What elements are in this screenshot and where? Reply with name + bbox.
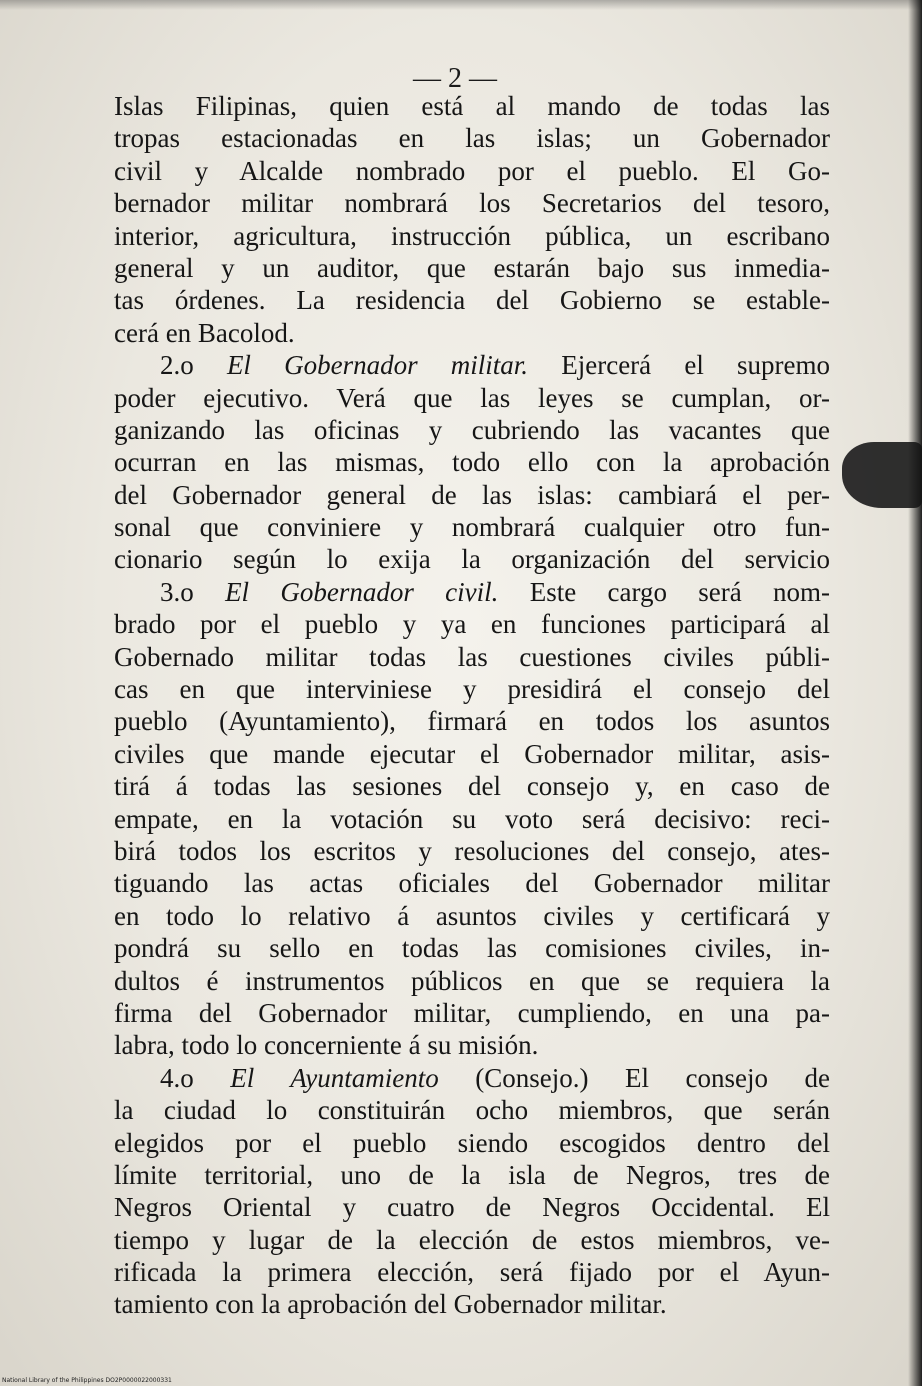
line-text: tropas estacionadas en las islas; un Gobernador — [114, 123, 830, 154]
line-text: civiles que mande ejecutar el Gobernador militar, asis- — [114, 738, 830, 769]
section-heading: El Gobernador militar. — [226, 350, 529, 381]
line-text: límite territorial, uno de la isla de Negros, tres de — [114, 1159, 830, 1190]
text-line — [114, 122, 830, 154]
scan-shadow-right — [908, 0, 922, 1386]
text-line — [114, 965, 830, 997]
line-text: en todo lo relativo á asuntos civiles y certificará y — [114, 900, 830, 931]
line-text: dultos é instrumentos públicos en que se requiera la — [114, 965, 830, 996]
line-text: cerá en Bacolod. — [114, 317, 295, 348]
line-text: tiempo y lugar de la elección de estos miembros, ve- — [114, 1224, 830, 1255]
text-line — [114, 155, 830, 187]
text-line — [114, 446, 830, 478]
text-line — [114, 1159, 830, 1191]
line-text: ganizando las oficinas y cubriendo las vacantes que — [114, 414, 830, 445]
line-text: cas en que interviniese y presidirá el consejo del — [114, 674, 830, 705]
section-heading-line — [114, 1062, 830, 1094]
line-text: bernador militar nombrará los Secretarios del tesoro, — [114, 188, 830, 219]
text-line — [114, 641, 830, 673]
text-line — [114, 317, 830, 349]
line-text: Ejercerá el supremo — [561, 350, 830, 381]
footer-credit: National Library of the Philippines DO2P0000022000331 — [2, 1377, 172, 1384]
line-text: sonal que conviniere y nombrará cualquier otro fun- — [114, 512, 830, 543]
text-line — [114, 608, 830, 640]
text-line — [114, 479, 830, 511]
text-line — [114, 867, 830, 899]
line-text: labra, todo lo concerniente á su misión. — [114, 1030, 539, 1061]
line-text: la ciudad lo constituirán ocho miembros, que serán — [114, 1095, 830, 1126]
line-text: elegidos por el pueblo siendo escogidos dentro del — [114, 1127, 830, 1158]
line-text: empate, en la votación su voto será decisivo: reci- — [114, 803, 830, 834]
line-text: brado por el pueblo y ya en funciones participará al — [114, 609, 830, 640]
section-number: 3.o — [160, 576, 194, 607]
line-text: del Gobernador general de las islas: cambiará el per- — [114, 479, 830, 510]
text-line — [114, 1256, 830, 1288]
line-text: tirá á todas las sesiones del consejo y, en caso de — [114, 771, 830, 802]
text-line — [114, 90, 830, 122]
line-text: pondrá su sello en todas las comisiones civiles, in- — [114, 933, 830, 964]
text-line — [114, 1029, 830, 1061]
text-line — [114, 900, 830, 932]
line-text: Este cargo será nom- — [529, 576, 831, 607]
page-number: — 2 — — [413, 63, 497, 94]
text-line — [114, 1127, 830, 1159]
section-heading: El Gobernador civil. — [225, 576, 499, 607]
line-text: Gobernado militar todas las cuestiones civiles públi- — [114, 641, 830, 672]
line-text: interior, agricultura, instrucción pública, un escribano — [114, 220, 830, 251]
line-text: firma del Gobernador militar, cumpliendo, en una pa- — [114, 997, 830, 1028]
section-heading-line — [114, 349, 830, 381]
text-line — [114, 738, 830, 770]
line-text: civil y Alcalde nombrado por el pueblo. El Go- — [114, 155, 830, 186]
text-line — [114, 770, 830, 802]
text-line — [114, 187, 830, 219]
text-line — [114, 1224, 830, 1256]
line-text: birá todos los escritos y resoluciones del consejo, ates- — [114, 835, 830, 866]
text-line — [114, 1288, 830, 1320]
line-text: Negros Oriental y cuatro de Negros Occidental. El — [114, 1192, 830, 1223]
text-line — [114, 932, 830, 964]
line-text: rificada la primera elección, será fijado por el Ayun- — [114, 1257, 830, 1288]
text-line — [114, 220, 830, 252]
text-line — [114, 284, 830, 316]
text-line — [114, 252, 830, 284]
line-text: cionario según lo exija la organización del servicio — [114, 544, 830, 575]
section-heading: El Ayuntamiento — [230, 1062, 439, 1093]
line-text: (Consejo.) El consejo de — [475, 1062, 831, 1093]
body-text — [114, 90, 830, 1321]
text-line — [114, 543, 830, 575]
text-line — [114, 414, 830, 446]
line-text: poder ejecutivo. Verá que las leyes se cumplan, or- — [114, 382, 830, 413]
text-line — [114, 511, 830, 543]
line-text: tamiento con la aprobación del Gobernador militar. — [114, 1289, 667, 1320]
section-number: 4.o — [160, 1062, 194, 1093]
line-text: pueblo (Ayuntamiento), firmará en todos los asuntos — [114, 706, 830, 737]
text-line — [114, 835, 830, 867]
scan-shadow-top — [0, 0, 922, 10]
line-text: Islas Filipinas, quien está al mando de todas las — [114, 91, 830, 121]
text-line — [114, 705, 830, 737]
text-line — [114, 1094, 830, 1126]
text-line — [114, 997, 830, 1029]
line-text: ocurran en las mismas, todo ello con la aprobación — [114, 447, 830, 478]
section-number: 2.o — [160, 350, 194, 381]
section-heading-line — [114, 576, 830, 608]
text-line — [114, 1191, 830, 1223]
text-line — [114, 382, 830, 414]
line-text: general y un auditor, que estarán bajo sus inmedia- — [114, 252, 830, 283]
line-text: tiguando las actas oficiales del Gobernador militar — [114, 868, 830, 899]
text-line — [114, 803, 830, 835]
text-line — [114, 673, 830, 705]
line-text: tas órdenes. La residencia del Gobierno se estable- — [114, 285, 830, 316]
